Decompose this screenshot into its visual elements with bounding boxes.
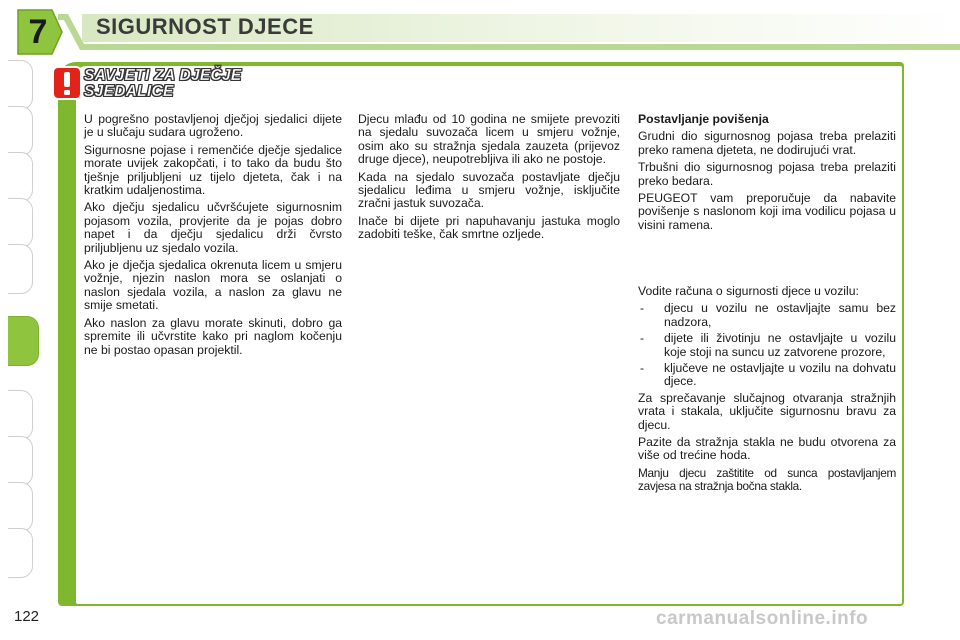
watermark: carmanualsonline.info (656, 608, 869, 629)
exclamation-warning-icon (52, 66, 82, 100)
safety-list (638, 302, 896, 388)
paragraph: Inače bi dijete pri napuhavanju jastuka moglo zadobiti teške, čak smrtne ozljede. (358, 213, 620, 242)
subsection-heading: Postavljanje povišenja (638, 112, 769, 126)
paragraph: U pogrešno postavljenoj dječjoj sjedalici dijete je u slučaju sudara ugroženo. (84, 112, 342, 140)
paragraph: PEUGEOT vam preporučuje da nabavite povišenje s naslonom koji ima vodilicu pojasa u visini ramena. (638, 191, 896, 232)
paragraph: Ako je dječja sjedalica okrenuta licem u smjeru vožnje, njezin naslon mora se oslanjati o naslon sjedala vozila, a naslon za glavu ne smije smetati. (84, 258, 342, 313)
paragraph: Trbušni dio sigurnosnog pojasa treba prelaziti preko bedara. (638, 160, 896, 188)
chapter-tab-1[interactable] (8, 60, 33, 110)
section-title-line2: SJEDALICE (84, 83, 174, 100)
paragraph: Djecu mlađu od 10 godina ne smijete prevoziti na sjedalu suvozača licem u smjeru vožnje, osim ako su stražnja sjedala zauzeta (prijevoz druge djece), neupotrebljiva ili ako ne postoje. (358, 112, 620, 167)
chapter-tab-3[interactable] (8, 152, 33, 202)
chapter-tab-5[interactable] (8, 244, 33, 294)
page-number: 122 (14, 608, 40, 625)
paragraph: Grudni dio sigurnosnog pojasa treba prelaziti preko ramena djeteta, ne dodirujući vrat. (638, 129, 896, 157)
chapter-tab-7-active[interactable] (8, 316, 39, 366)
chapter-tab-4[interactable] (8, 198, 33, 248)
paragraph: Vodite računa o sigurnosti djece u vozilu: (638, 284, 859, 298)
chapter-tab-2[interactable] (8, 106, 33, 156)
list-dash: - (640, 331, 645, 346)
section-title (84, 68, 384, 100)
list-dash: - (640, 361, 645, 376)
chapter-tab-10[interactable] (8, 482, 33, 532)
chapter-tabs (0, 60, 50, 580)
chapter-tab-8[interactable] (8, 390, 33, 440)
paragraph: Ako dječju sjedalicu učvršćujete sigurnosnim pojasom vozila, provjerite da je pojas dobro napet i da dječju sjedalicu drži čvrsto priljubljenu uz sjedalo vozila. (84, 200, 342, 255)
text-column-2 (358, 113, 620, 246)
list-item (638, 332, 896, 359)
page-title: SIGURNOST DJECE (96, 14, 314, 39)
list-item-text: djecu u vozilu ne ostavljajte samu bez nadzora, (664, 301, 896, 329)
list-item (638, 362, 896, 389)
list-item-text: ključeve ne ostavljajte u vozilu na dohvatu djece. (664, 361, 896, 389)
paragraph: Pazite da stražnja stakla ne budu otvorena za više od trećine hoda. (638, 435, 896, 463)
list-dash: - (640, 301, 645, 316)
paragraph: Kada na sjedalo suvozača postavljate dječju sjedalicu leđima u smjeru vožnje, isključite zračni jastuk suvozača. (358, 169, 620, 211)
text-column-3-lower (638, 285, 896, 498)
chapter-number: 7 (28, 12, 48, 51)
paragraph: Sigurnosne pojase i remenčiće dječje sjedalice morate uvijek zakopčati, i to tako da budu što tješnje priljubljeni uz tijelo djeteta, čak i na kratkim udaljenostima. (84, 142, 342, 198)
paragraph: Manju djecu zaštitite od sunca postavljanjem zavjesa na stražnja bočna stakla. (638, 465, 896, 494)
list-item-text: dijete ili životinju ne ostavljajte u vozilu koje stoji na suncu uz zatvorene prozore, (664, 331, 896, 359)
chapter-badge (12, 8, 64, 56)
text-column-3 (638, 113, 896, 236)
list-item (638, 302, 896, 329)
section-title-line1: SAVJETI ZA DJEČJE (84, 67, 242, 84)
chapter-tab-9[interactable] (8, 436, 33, 486)
paragraph: Ako naslon za glavu morate skinuti, dobro ga spremite ili učvrstite kako pri naglom kočenju ne bi postao opasan projektil. (84, 315, 342, 357)
paragraph: Za sprečavanje slučajnog otvaranja stražnjih vrata i stakala, uključite sigurnosnu bravu za djecu. (638, 390, 896, 432)
text-column-1 (84, 113, 342, 361)
chapter-tab-11[interactable] (8, 528, 33, 578)
